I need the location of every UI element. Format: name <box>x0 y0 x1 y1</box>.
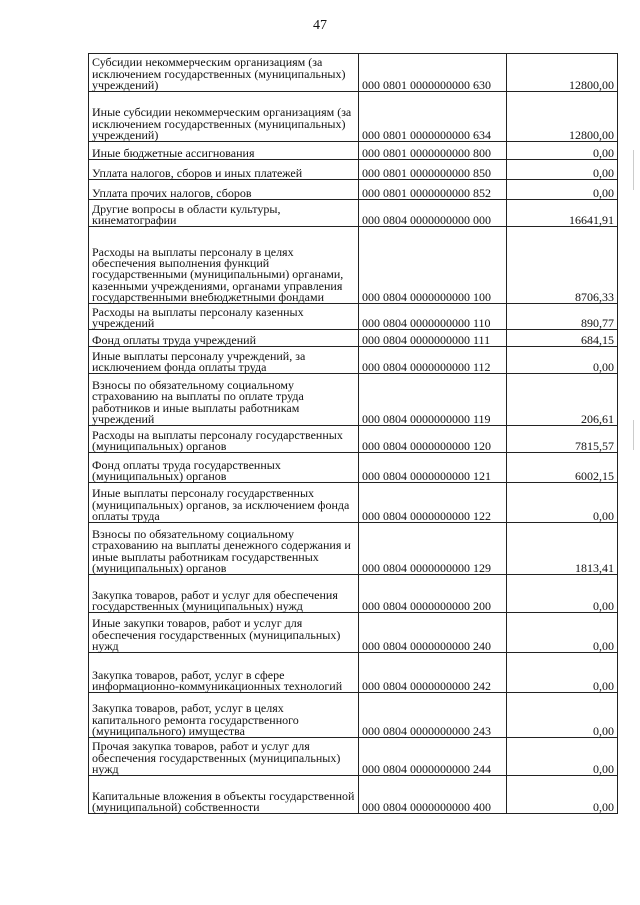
row-code: 000 0804 0000000000 119 <box>359 374 507 426</box>
scan-edge-mark <box>633 150 634 190</box>
row-amount: 0,00 <box>507 693 618 738</box>
row-name: Фонд оплаты труда государственных (муниципальных) органов <box>89 453 359 483</box>
row-code: 000 0804 0000000000 120 <box>359 426 507 453</box>
row-code: 000 0804 0000000000 242 <box>359 653 507 693</box>
row-name: Взносы по обязательному социальному страхованию на выплаты по оплате труда работников и иные выплаты работникам учреждений <box>89 374 359 426</box>
row-amount: 0,00 <box>507 613 618 653</box>
row-code: 000 0804 0000000000 129 <box>359 523 507 575</box>
row-code: 000 0801 0000000000 800 <box>359 142 507 160</box>
table-row <box>89 160 618 180</box>
row-name: Расходы на выплаты персоналу в целях обеспечения выполнения функций государственными (муниципальными) органами, казенными учреждениями, органами управления государственными внебюджетными фондами <box>89 227 359 304</box>
row-name: Расходы на выплаты персоналу государственных (муниципальных) органов <box>89 426 359 453</box>
table-row <box>89 330 618 347</box>
row-amount: 12800,00 <box>507 54 618 92</box>
budget-table-body <box>89 54 618 814</box>
row-amount: 206,61 <box>507 374 618 426</box>
row-name: Иные бюджетные ассигнования <box>89 142 359 160</box>
row-amount: 0,00 <box>507 776 618 814</box>
row-amount: 16641,91 <box>507 200 618 227</box>
table-row <box>89 92 618 142</box>
row-name: Взносы по обязательному социальному страхованию на выплаты денежного содержания и иные выплаты работникам государственных (муниципальных) органов <box>89 523 359 575</box>
row-name: Закупка товаров, работ, услуг в целях капитального ремонта государственного (муниципального) имущества <box>89 693 359 738</box>
table-row <box>89 142 618 160</box>
row-name: Субсидии некоммерческим организациям (за исключением государственных (муниципальных) учреждений) <box>89 54 359 92</box>
table-row <box>89 180 618 200</box>
row-code: 000 0801 0000000000 630 <box>359 54 507 92</box>
row-amount: 0,00 <box>507 653 618 693</box>
row-code: 000 0801 0000000000 850 <box>359 160 507 180</box>
row-name: Иные закупки товаров, работ и услуг для обеспечения государственных (муниципальных) нужд <box>89 613 359 653</box>
budget-table <box>88 53 618 814</box>
row-amount: 1813,41 <box>507 523 618 575</box>
row-amount: 0,00 <box>507 180 618 200</box>
row-code: 000 0804 0000000000 200 <box>359 575 507 613</box>
table-row <box>89 693 618 738</box>
row-code: 000 0804 0000000000 240 <box>359 613 507 653</box>
row-code: 000 0804 0000000000 112 <box>359 347 507 374</box>
row-code: 000 0804 0000000000 121 <box>359 453 507 483</box>
row-code: 000 0804 0000000000 400 <box>359 776 507 814</box>
row-amount: 0,00 <box>507 738 618 776</box>
row-name: Уплата прочих налогов, сборов <box>89 180 359 200</box>
row-amount: 0,00 <box>507 575 618 613</box>
table-row <box>89 304 618 330</box>
row-amount: 12800,00 <box>507 92 618 142</box>
row-code: 000 0801 0000000000 852 <box>359 180 507 200</box>
table-row <box>89 54 618 92</box>
row-amount: 684,15 <box>507 330 618 347</box>
row-name: Уплата налогов, сборов и иных платежей <box>89 160 359 180</box>
row-code: 000 0804 0000000000 111 <box>359 330 507 347</box>
row-name: Иные выплаты персоналу учреждений, за исключением фонда оплаты труда <box>89 347 359 374</box>
row-name: Фонд оплаты труда учреждений <box>89 330 359 347</box>
row-name: Расходы на выплаты персоналу казенных учреждений <box>89 304 359 330</box>
row-name: Закупка товаров, работ, услуг в сфере информационно-коммуникационных технологий <box>89 653 359 693</box>
row-code: 000 0804 0000000000 244 <box>359 738 507 776</box>
table-row <box>89 653 618 693</box>
row-code: 000 0804 0000000000 243 <box>359 693 507 738</box>
row-amount: 8706,33 <box>507 227 618 304</box>
table-row <box>89 453 618 483</box>
table-row <box>89 227 618 304</box>
table-row <box>89 776 618 814</box>
table-row <box>89 523 618 575</box>
row-name: Прочая закупка товаров, работ и услуг для обеспечения государственных (муниципальных) нужд <box>89 738 359 776</box>
row-amount: 890,77 <box>507 304 618 330</box>
row-name: Иные субсидии некоммерческим организациям (за исключением государственных (муниципальных) учреждений) <box>89 92 359 142</box>
table-row <box>89 374 618 426</box>
table-row <box>89 347 618 374</box>
row-code: 000 0804 0000000000 000 <box>359 200 507 227</box>
row-amount: 0,00 <box>507 142 618 160</box>
row-amount: 0,00 <box>507 160 618 180</box>
row-code: 000 0801 0000000000 634 <box>359 92 507 142</box>
row-amount: 6002,15 <box>507 453 618 483</box>
row-name: Закупка товаров, работ и услуг для обеспечения государственных (муниципальных) нужд <box>89 575 359 613</box>
row-amount: 7815,57 <box>507 426 618 453</box>
table-row <box>89 483 618 523</box>
row-name: Иные выплаты персоналу государственных (муниципальных) органов, за исключением фонда оплаты труда <box>89 483 359 523</box>
row-code: 000 0804 0000000000 110 <box>359 304 507 330</box>
table-row <box>89 426 618 453</box>
scan-edge-mark <box>633 420 634 450</box>
row-amount: 0,00 <box>507 483 618 523</box>
row-name: Другие вопросы в области культуры, кинематографии <box>89 200 359 227</box>
row-code: 000 0804 0000000000 100 <box>359 227 507 304</box>
row-code: 000 0804 0000000000 122 <box>359 483 507 523</box>
table-row <box>89 575 618 613</box>
table-row <box>89 738 618 776</box>
page-number: 47 <box>313 18 327 33</box>
row-name: Капитальные вложения в объекты государственной (муниципальной) собственности <box>89 776 359 814</box>
table-row <box>89 613 618 653</box>
row-amount: 0,00 <box>507 347 618 374</box>
table-row <box>89 200 618 227</box>
